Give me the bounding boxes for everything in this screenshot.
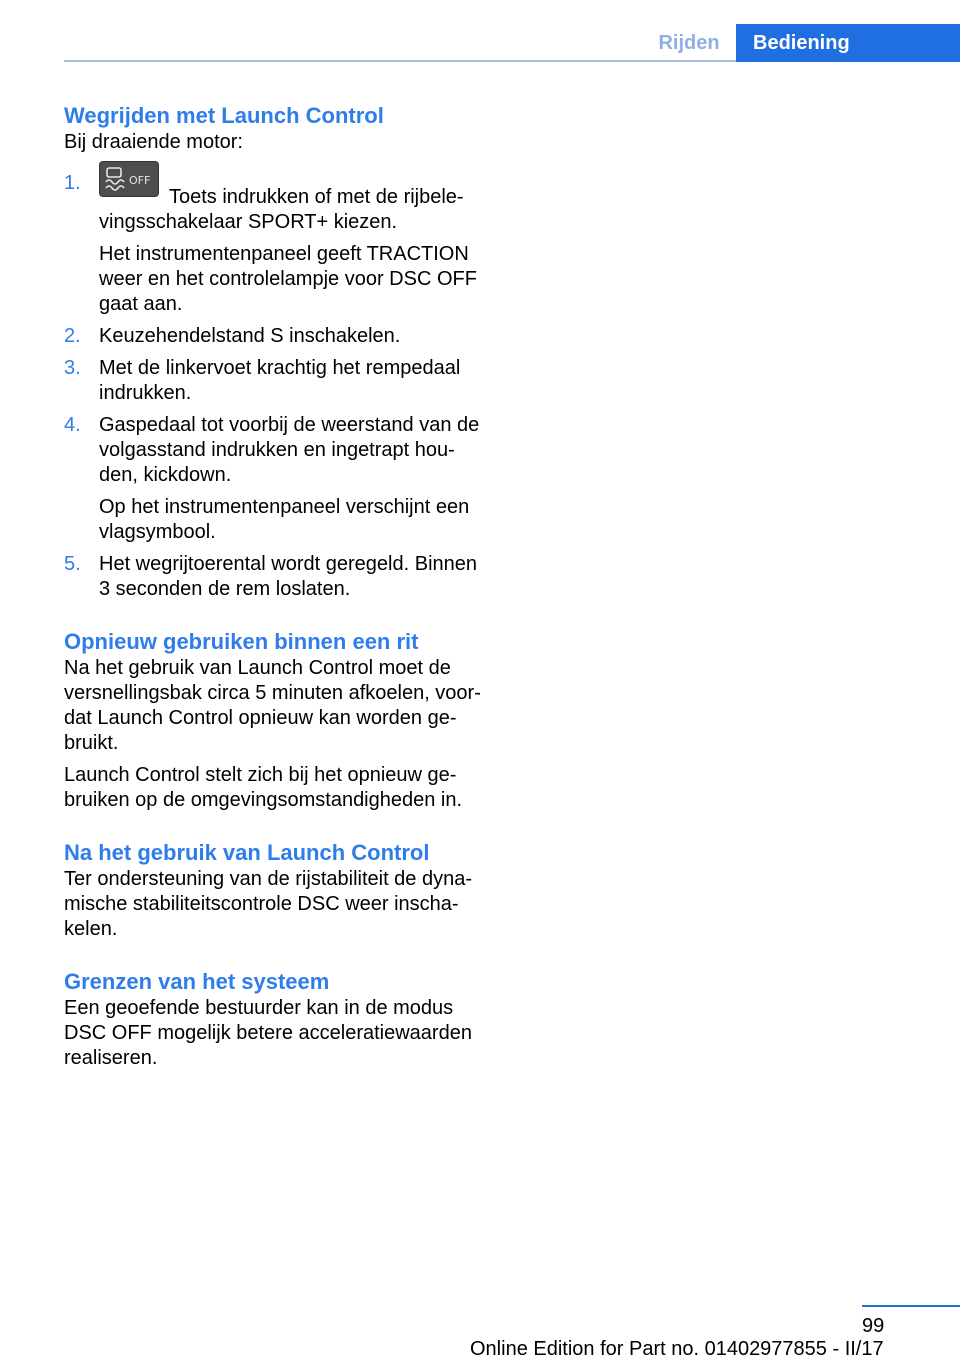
step-number: 2. xyxy=(64,325,81,347)
step-text xyxy=(99,174,464,233)
tab-rijden[interactable]: Rijden xyxy=(658,31,720,54)
step-text: Gaspedaal tot voorbij de weerstand van de volgasstand indrukken en ingetrapt hou-den, kickdown. xyxy=(99,414,480,486)
list-item xyxy=(64,171,484,317)
step-text: Met de linkervoet krachtig het rempedaal indrukken. xyxy=(99,357,461,404)
page-number: 99 xyxy=(862,1315,885,1337)
reuse-paragraph-1: Na het gebruik van Launch Control moet de versnellingsbak circa 5 minuten afkoelen, voor-dat Launch Control opnieuw kan worden ge-bruikt. xyxy=(64,657,481,754)
section-title-launch: Wegrijden met Launch Control xyxy=(64,103,384,128)
step-text: Keuzehendelstand S inschakelen. xyxy=(99,325,401,347)
footer-rule xyxy=(862,1305,960,1307)
list-item xyxy=(64,552,484,602)
tab-bediening[interactable]: Bediening xyxy=(736,24,960,62)
after-paragraph: Ter ondersteuning van de rijstabiliteit de dyna-mische stabiliteitscontrole DSC weer inscha-kelen. xyxy=(64,868,473,940)
reuse-paragraph-2: Launch Control stelt zich bij het opnieuw ge-bruiken op de omgevingsomstandigheden in. xyxy=(64,764,463,811)
steps-list xyxy=(64,171,484,602)
step-1-text-a: Toets indrukken of met de rijbele- xyxy=(169,186,464,208)
step-subtext: Op het instrumentenpaneel verschijnt een vlagsymbool. xyxy=(99,496,470,543)
edition-note: Online Edition for Part no. 01402977855 - II/17 xyxy=(470,1338,884,1360)
launch-intro: Bij draaiende motor: xyxy=(64,131,243,153)
step-number: 4. xyxy=(64,414,81,436)
step-number: 5. xyxy=(64,553,81,575)
list-item xyxy=(64,413,484,545)
limits-paragraph: Een geoefende bestuurder kan in de modus DSC OFF mogelijk betere acceleratiewaarden realiseren. xyxy=(64,997,472,1069)
content-column xyxy=(64,102,484,1071)
step-number: 1. xyxy=(64,172,81,194)
svg-text:OFF: OFF xyxy=(129,174,151,187)
step-text: Het wegrijtoerental wordt geregeld. Binnen 3 seconden de rem loslaten. xyxy=(99,553,477,600)
step-1-text-b: vingsschakelaar SPORT+ kiezen. xyxy=(99,211,398,233)
section-title-after: Na het gebruik van Launch Control xyxy=(64,840,430,865)
list-item xyxy=(64,356,484,406)
section-title-limits: Grenzen van het systeem xyxy=(64,969,330,994)
list-item xyxy=(64,324,484,349)
step-number: 3. xyxy=(64,357,81,379)
dsc-off-button-icon xyxy=(99,161,159,197)
step-subtext: Het instrumentenpaneel geeft TRACTION weer en het controlelampje voor DSC OFF gaat aan. xyxy=(99,243,477,315)
section-title-reuse: Opnieuw gebruiken binnen een rit xyxy=(64,629,419,654)
